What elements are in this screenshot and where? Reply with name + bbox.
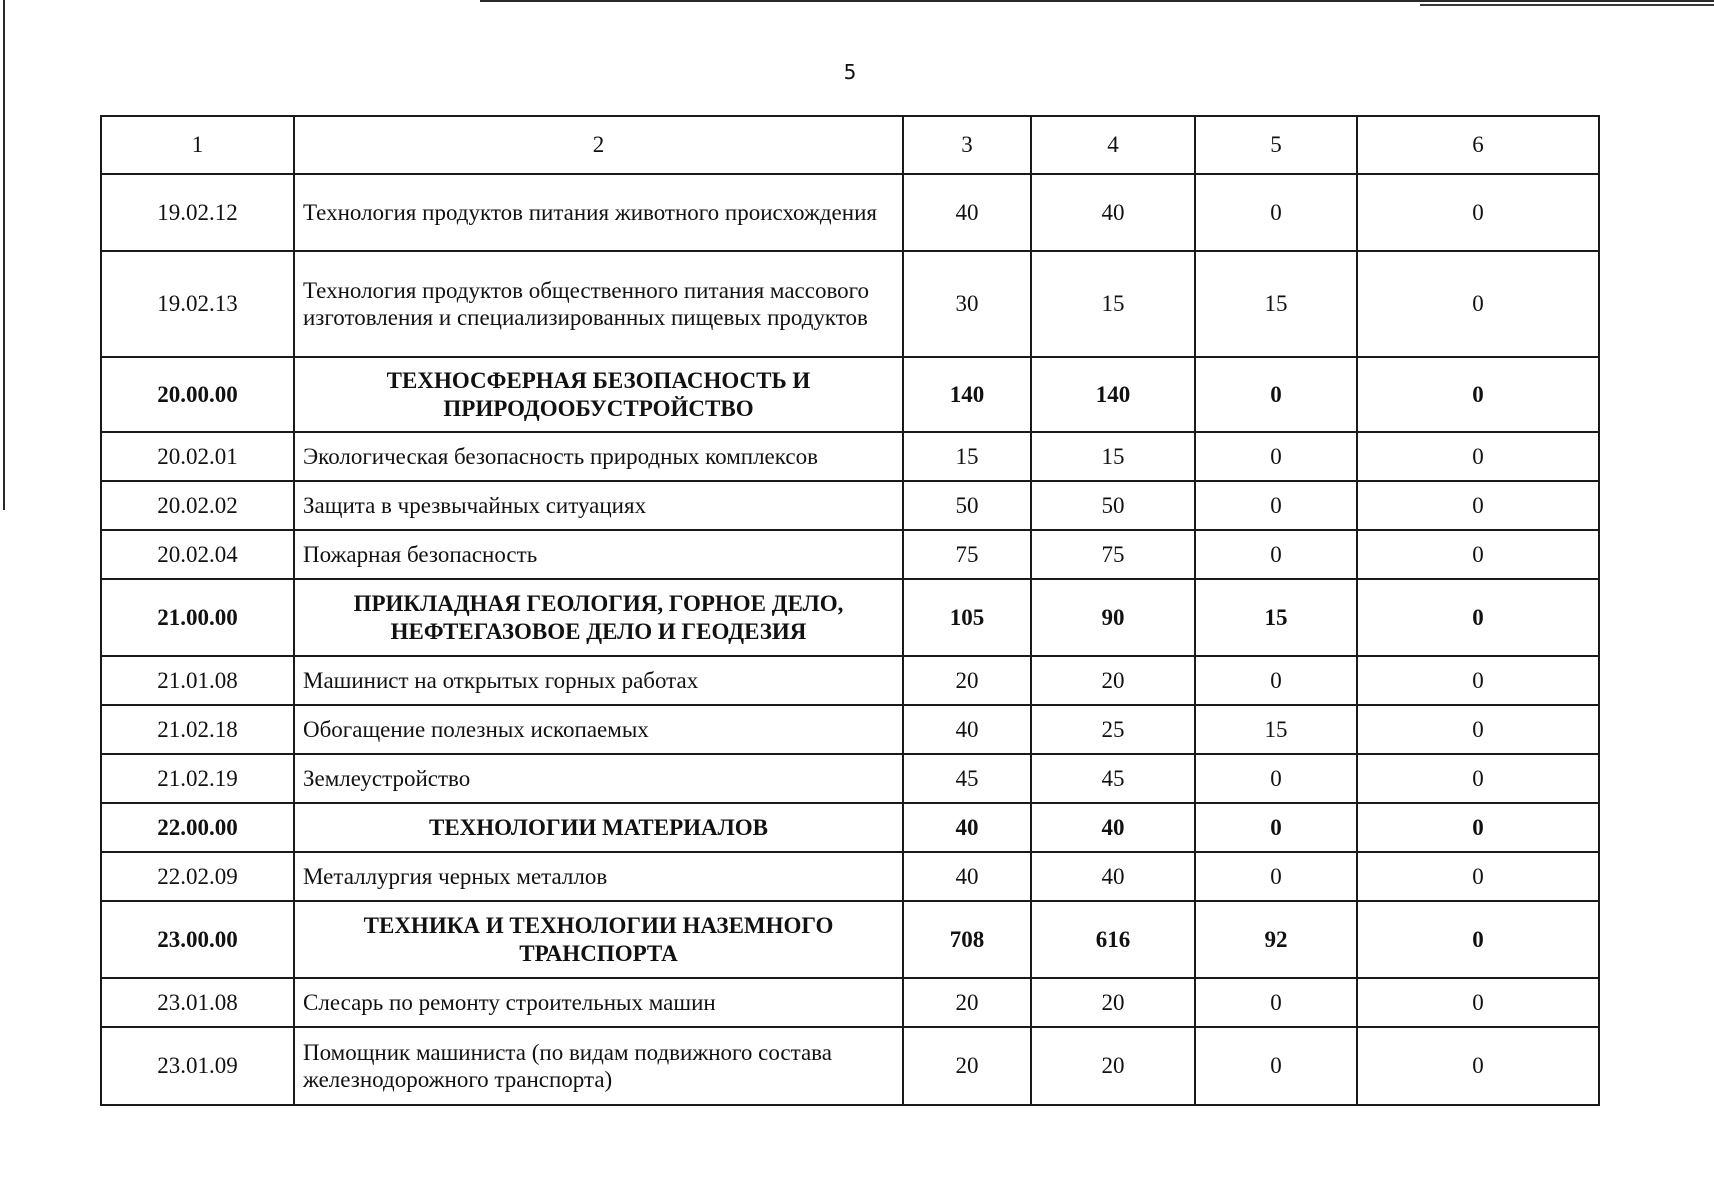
value-cell: 20 xyxy=(1031,656,1195,705)
section-title-cell: ТЕХНОЛОГИИ МАТЕРИАЛОВ xyxy=(294,803,903,852)
value-cell: 0 xyxy=(1195,174,1357,251)
value-cell: 50 xyxy=(1031,481,1195,530)
value-cell: 75 xyxy=(903,530,1031,579)
value-cell: 90 xyxy=(1031,579,1195,656)
value-cell: 40 xyxy=(1031,174,1195,251)
value-cell: 75 xyxy=(1031,530,1195,579)
value-cell: 0 xyxy=(1357,978,1599,1027)
value-cell: 0 xyxy=(1195,357,1357,432)
value-cell: 40 xyxy=(903,174,1031,251)
table-row xyxy=(101,705,1599,754)
value-cell: 0 xyxy=(1357,901,1599,978)
section-row xyxy=(101,579,1599,656)
code-cell: 23.01.08 xyxy=(101,978,294,1027)
value-cell: 0 xyxy=(1357,705,1599,754)
name-cell: Пожарная безопасность xyxy=(294,530,903,579)
name-cell: Слесарь по ремонту строительных машин xyxy=(294,978,903,1027)
section-row xyxy=(101,901,1599,978)
value-cell: 50 xyxy=(903,481,1031,530)
table-row xyxy=(101,978,1599,1027)
header-cell: 5 xyxy=(1195,116,1357,174)
name-cell: Экологическая безопасность природных комплексов xyxy=(294,432,903,481)
name-cell: Металлургия черных металлов xyxy=(294,852,903,901)
value-cell: 0 xyxy=(1195,754,1357,803)
value-cell: 15 xyxy=(1195,579,1357,656)
header-cell: 3 xyxy=(903,116,1031,174)
value-cell: 0 xyxy=(1357,432,1599,481)
value-cell: 25 xyxy=(1031,705,1195,754)
code-cell: 21.02.18 xyxy=(101,705,294,754)
value-cell: 0 xyxy=(1195,656,1357,705)
section-row xyxy=(101,357,1599,432)
value-cell: 0 xyxy=(1357,852,1599,901)
code-cell: 22.00.00 xyxy=(101,803,294,852)
value-cell: 708 xyxy=(903,901,1031,978)
table-row xyxy=(101,656,1599,705)
value-cell: 105 xyxy=(903,579,1031,656)
value-cell: 15 xyxy=(1031,432,1195,481)
code-cell: 21.02.19 xyxy=(101,754,294,803)
header-cell: 6 xyxy=(1357,116,1599,174)
name-cell: Технология продуктов общественного питания массового изготовления и специализированных пищевых продуктов xyxy=(294,251,903,357)
code-cell: 23.01.09 xyxy=(101,1027,294,1105)
value-cell: 140 xyxy=(1031,357,1195,432)
code-cell: 21.01.08 xyxy=(101,656,294,705)
value-cell: 140 xyxy=(903,357,1031,432)
table-row xyxy=(101,1027,1599,1105)
value-cell: 15 xyxy=(1195,251,1357,357)
value-cell: 15 xyxy=(903,432,1031,481)
value-cell: 0 xyxy=(1357,656,1599,705)
scan-edge-top-right xyxy=(1420,4,1714,6)
value-cell: 0 xyxy=(1357,530,1599,579)
value-cell: 0 xyxy=(1195,1027,1357,1105)
section-title-cell: ТЕХНОСФЕРНАЯ БЕЗОПАСНОСТЬ И ПРИРОДООБУСТРОЙСТВО xyxy=(294,357,903,432)
code-cell: 22.02.09 xyxy=(101,852,294,901)
table-row xyxy=(101,852,1599,901)
value-cell: 20 xyxy=(903,656,1031,705)
code-cell: 20.00.00 xyxy=(101,357,294,432)
value-cell: 0 xyxy=(1357,803,1599,852)
value-cell: 40 xyxy=(903,852,1031,901)
value-cell: 30 xyxy=(903,251,1031,357)
value-cell: 0 xyxy=(1357,754,1599,803)
code-cell: 19.02.13 xyxy=(101,251,294,357)
name-cell: Землеустройство xyxy=(294,754,903,803)
code-cell: 20.02.04 xyxy=(101,530,294,579)
value-cell: 0 xyxy=(1195,530,1357,579)
code-cell: 23.00.00 xyxy=(101,901,294,978)
table-row xyxy=(101,432,1599,481)
value-cell: 0 xyxy=(1195,481,1357,530)
section-title-cell: ТЕХНИКА И ТЕХНОЛОГИИ НАЗЕМНОГО ТРАНСПОРТА xyxy=(294,901,903,978)
value-cell: 0 xyxy=(1357,1027,1599,1105)
table-row xyxy=(101,251,1599,357)
value-cell: 0 xyxy=(1357,251,1599,357)
value-cell: 15 xyxy=(1195,705,1357,754)
value-cell: 40 xyxy=(903,803,1031,852)
header-cell: 4 xyxy=(1031,116,1195,174)
value-cell: 0 xyxy=(1357,579,1599,656)
value-cell: 0 xyxy=(1357,357,1599,432)
header-cell: 2 xyxy=(294,116,903,174)
scan-edge-top xyxy=(480,0,1714,2)
header-cell: 1 xyxy=(101,116,294,174)
value-cell: 15 xyxy=(1031,251,1195,357)
value-cell: 0 xyxy=(1357,174,1599,251)
value-cell: 20 xyxy=(1031,1027,1195,1105)
value-cell: 40 xyxy=(1031,852,1195,901)
value-cell: 0 xyxy=(1195,803,1357,852)
value-cell: 0 xyxy=(1357,481,1599,530)
name-cell: Технология продуктов питания животного происхождения xyxy=(294,174,903,251)
section-row xyxy=(101,803,1599,852)
name-cell: Защита в чрезвычайных ситуациях xyxy=(294,481,903,530)
table-row xyxy=(101,754,1599,803)
value-cell: 0 xyxy=(1195,978,1357,1027)
code-cell: 19.02.12 xyxy=(101,174,294,251)
value-cell: 45 xyxy=(1031,754,1195,803)
value-cell: 40 xyxy=(1031,803,1195,852)
value-cell: 0 xyxy=(1195,852,1357,901)
value-cell: 40 xyxy=(903,705,1031,754)
name-cell: Обогащение полезных ископаемых xyxy=(294,705,903,754)
value-cell: 20 xyxy=(903,1027,1031,1105)
code-cell: 21.00.00 xyxy=(101,579,294,656)
page-number: 5 xyxy=(843,60,857,84)
table-header-row xyxy=(101,116,1599,174)
section-title-cell: ПРИКЛАДНАЯ ГЕОЛОГИЯ, ГОРНОЕ ДЕЛО, НЕФТЕГАЗОВОЕ ДЕЛО И ГЕОДЕЗИЯ xyxy=(294,579,903,656)
name-cell: Помощник машиниста (по видам подвижного состава железнодорожного транспорта) xyxy=(294,1027,903,1105)
name-cell: Машинист на открытых горных работах xyxy=(294,656,903,705)
value-cell: 20 xyxy=(903,978,1031,1027)
value-cell: 20 xyxy=(1031,978,1195,1027)
data-table xyxy=(100,115,1600,1106)
table-row xyxy=(101,174,1599,251)
code-cell: 20.02.02 xyxy=(101,481,294,530)
table-row xyxy=(101,481,1599,530)
value-cell: 92 xyxy=(1195,901,1357,978)
value-cell: 616 xyxy=(1031,901,1195,978)
code-cell: 20.02.01 xyxy=(101,432,294,481)
value-cell: 0 xyxy=(1195,432,1357,481)
table-row xyxy=(101,530,1599,579)
value-cell: 45 xyxy=(903,754,1031,803)
